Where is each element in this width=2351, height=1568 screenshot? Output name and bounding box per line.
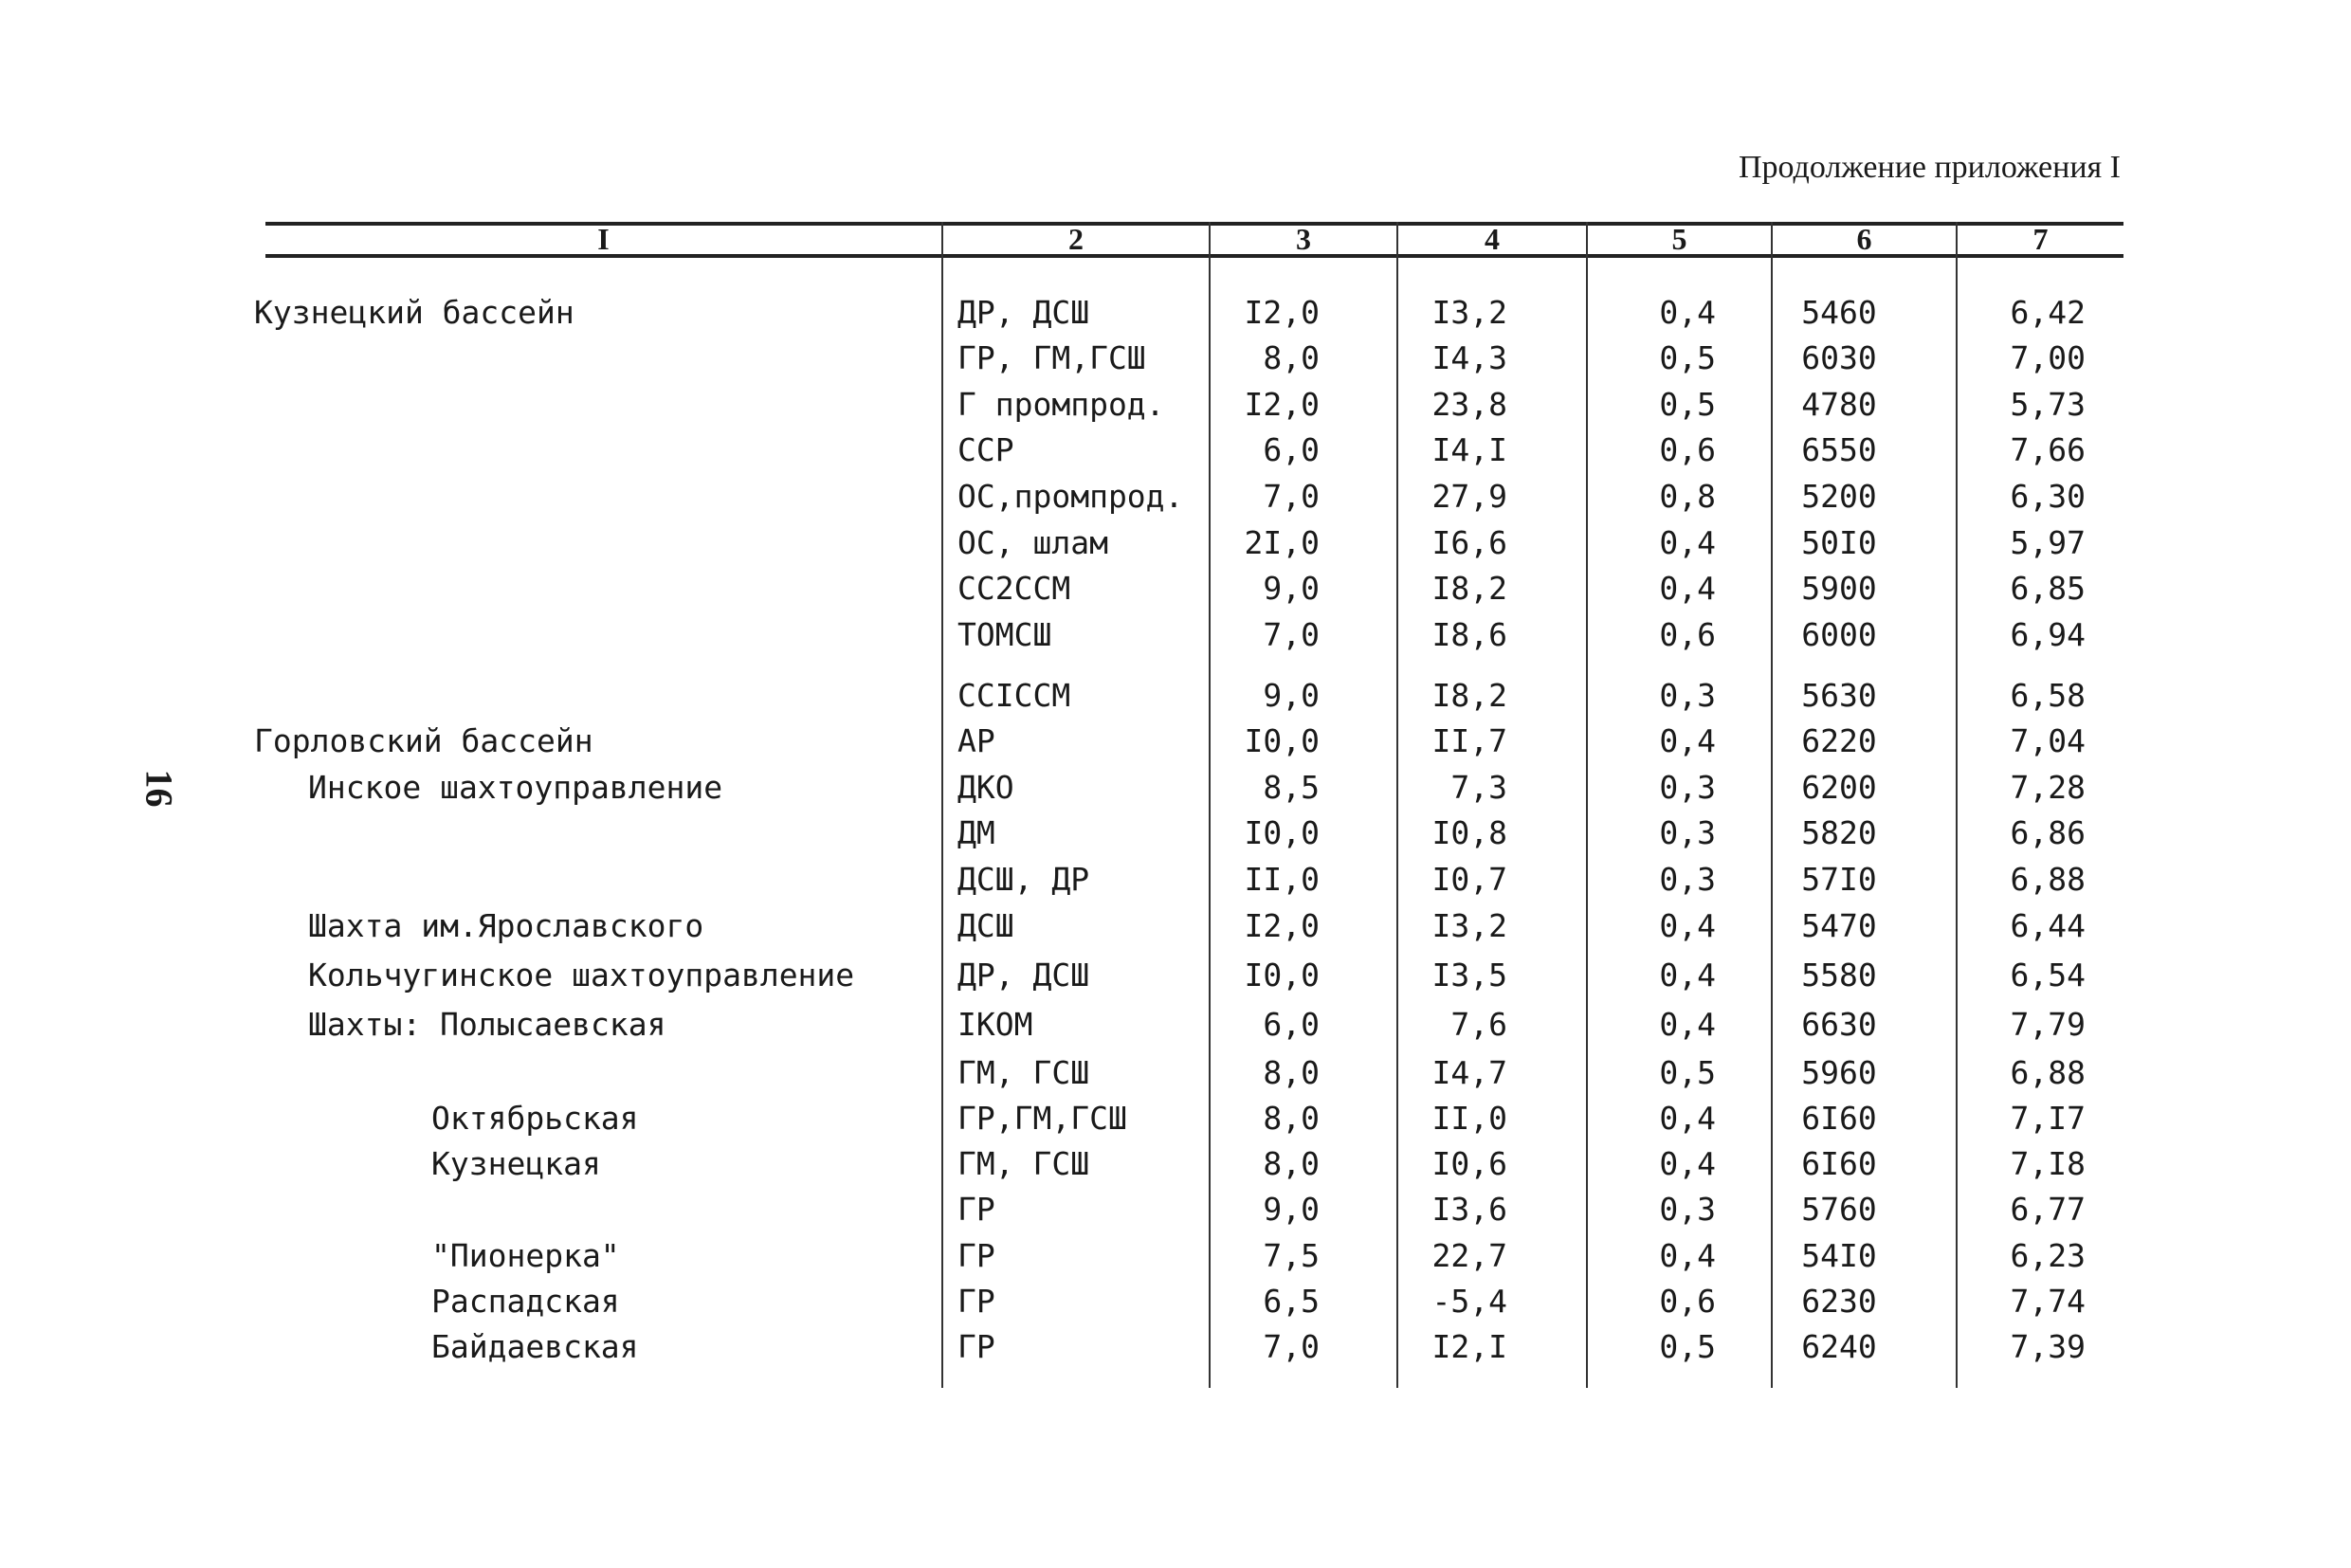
table-row [0,1324,2351,1370]
table-row [0,428,2351,473]
cell-grade: ОС,промпрод. [957,478,1184,515]
table-row [0,1141,2351,1187]
cell-col6: 54I0 [1801,1237,1877,1274]
cell-col3: 8,0 [1263,1100,1320,1137]
cell-col5: 0,4 [1659,1237,1716,1274]
cell-grade: ТОМСШ [957,616,1052,653]
cell-col7: 7,00 [2010,339,2086,376]
column-number-5: 5 [1671,222,1687,256]
cell-name: Инское шахтоуправление [308,769,723,806]
cell-col4: I0,7 [1431,861,1507,898]
cell-col5: 0,3 [1659,861,1716,898]
cell-col5: 0,3 [1659,814,1716,851]
cell-col3: I0,0 [1244,957,1320,994]
cell-grade: ССIССМ [957,677,1071,714]
table-row [0,566,2351,611]
cell-name: Кузнецкая [431,1145,601,1182]
continuation-heading: Продолжение приложения I [1738,150,2121,185]
cell-col7: 6,58 [2010,677,2086,714]
table-row [0,1002,2351,1048]
cell-col6: 6030 [1801,339,1877,376]
cell-col7: 6,54 [2010,957,2086,994]
cell-col7: 6,30 [2010,478,2086,515]
cell-col5: 0,4 [1659,907,1716,944]
cell-col5: 0,4 [1659,957,1716,994]
cell-col3: 7,0 [1263,478,1320,515]
cell-grade: ДКО [957,769,1014,806]
cell-col4: 23,8 [1431,386,1507,423]
cell-col7: 7,I7 [2010,1100,2086,1137]
cell-grade: ГР, ГМ,ГСШ [957,339,1146,376]
cell-col5: 0,4 [1659,524,1716,561]
table-row [0,612,2351,658]
cell-col7: 5,73 [2010,386,2086,423]
cell-col4: I0,8 [1431,814,1507,851]
cell-col4: I3,2 [1431,907,1507,944]
cell-name: Октябрьская [431,1100,639,1137]
cell-col5: 0,4 [1659,1100,1716,1137]
table-row [0,857,2351,903]
cell-col6: 6I60 [1801,1145,1877,1182]
cell-col7: 7,74 [2010,1283,2086,1320]
cell-col3: I0,0 [1244,814,1320,851]
cell-col3: 9,0 [1263,1191,1320,1228]
cell-col3: 9,0 [1263,570,1320,607]
cell-col6: 57I0 [1801,861,1877,898]
cell-col7: 7,28 [2010,769,2086,806]
cell-grade: ГР [957,1328,995,1365]
cell-grade: АР [957,722,995,759]
cell-col7: 6,88 [2010,861,2086,898]
cell-col5: 0,3 [1659,1191,1716,1228]
cell-col4: I4,I [1431,431,1507,468]
cell-grade: ГР,ГМ,ГСШ [957,1100,1127,1137]
table-row [0,811,2351,856]
cell-col6: 5900 [1801,570,1877,607]
table-row [0,1187,2351,1232]
cell-col5: 0,8 [1659,478,1716,515]
cell-grade: ДСШ, ДР [957,861,1090,898]
table-row [0,719,2351,764]
cell-col7: 6,86 [2010,814,2086,851]
cell-col4: 27,9 [1431,478,1507,515]
cell-col5: 0,5 [1659,339,1716,376]
column-number-6: 6 [1856,222,1872,256]
cell-col4: I3,2 [1431,294,1507,331]
cell-grade: ГМ, ГСШ [957,1054,1090,1091]
cell-col6: 5630 [1801,677,1877,714]
cell-col5: 0,6 [1659,616,1716,653]
cell-col5: 0,4 [1659,722,1716,759]
cell-grade: ГР [957,1237,995,1274]
table-row [0,1096,2351,1141]
page-number: 16 [137,769,181,808]
table-row [0,474,2351,520]
cell-name: Шахта им.Ярославского [308,907,704,944]
column-number-3: 3 [1296,222,1311,256]
cell-col4: II,0 [1431,1100,1507,1137]
cell-col4: -5,4 [1431,1283,1507,1320]
cell-col3: I2,0 [1244,386,1320,423]
cell-col7: 7,39 [2010,1328,2086,1365]
cell-col6: 5760 [1801,1191,1877,1228]
cell-col4: 22,7 [1431,1237,1507,1274]
cell-col5: 0,5 [1659,1054,1716,1091]
cell-col6: 5580 [1801,957,1877,994]
cell-col4: II,7 [1431,722,1507,759]
cell-col3: 6,0 [1263,431,1320,468]
cell-col4: I8,2 [1431,570,1507,607]
cell-grade: ССР [957,431,1014,468]
table-row [0,765,2351,811]
table-row [0,903,2351,949]
cell-col5: 0,4 [1659,294,1716,331]
cell-col6: 6240 [1801,1328,1877,1365]
cell-grade: ДМ [957,814,995,851]
cell-col6: 6630 [1801,1006,1877,1043]
cell-col6: 6000 [1801,616,1877,653]
cell-grade: ГР [957,1191,995,1228]
column-number-4: 4 [1485,222,1500,256]
cell-name: Шахты: Полысаевская [308,1006,666,1043]
cell-name: Кузнецкий бассейн [254,294,574,331]
cell-col7: 6,77 [2010,1191,2086,1228]
cell-col5: 0,4 [1659,570,1716,607]
table-row [0,336,2351,381]
cell-col5: 0,6 [1659,1283,1716,1320]
column-number-1: I [597,222,610,256]
cell-col5: 0,4 [1659,1006,1716,1043]
cell-name: Горловский бассейн [254,722,593,759]
cell-col3: 8,0 [1263,1145,1320,1182]
cell-col7: 7,04 [2010,722,2086,759]
cell-col7: 5,97 [2010,524,2086,561]
cell-col4: I3,5 [1431,957,1507,994]
cell-col5: 0,4 [1659,1145,1716,1182]
cell-col7: 6,85 [2010,570,2086,607]
cell-col6: 5820 [1801,814,1877,851]
cell-col4: I4,7 [1431,1054,1507,1091]
cell-col4: I4,3 [1431,339,1507,376]
cell-col7: 6,42 [2010,294,2086,331]
cell-grade: ОС, шлам [957,524,1108,561]
cell-col5: 0,5 [1659,1328,1716,1365]
cell-col6: 6230 [1801,1283,1877,1320]
cell-col3: 6,0 [1263,1006,1320,1043]
cell-col3: 8,0 [1263,339,1320,376]
table-row [0,1050,2351,1096]
cell-col4: I3,6 [1431,1191,1507,1228]
cell-col6: 6200 [1801,769,1877,806]
cell-col3: 6,5 [1263,1283,1320,1320]
cell-col5: 0,5 [1659,386,1716,423]
table-row [0,953,2351,998]
cell-col6: 6550 [1801,431,1877,468]
cell-col6: 5200 [1801,478,1877,515]
cell-grade: ГМ, ГСШ [957,1145,1090,1182]
cell-col7: 6,88 [2010,1054,2086,1091]
cell-col4: I8,2 [1431,677,1507,714]
cell-grade: Г промпрод. [957,386,1165,423]
cell-col5: 0,3 [1659,769,1716,806]
table-row [0,382,2351,428]
cell-name: "Пионерка" [431,1237,620,1274]
cell-col5: 0,3 [1659,677,1716,714]
table-row [0,1233,2351,1279]
column-number-7: 7 [2032,222,2049,256]
cell-col6: 6220 [1801,722,1877,759]
cell-col7: 7,79 [2010,1006,2086,1043]
cell-col4: I2,I [1431,1328,1507,1365]
table-row [0,290,2351,336]
column-number-2: 2 [1068,222,1084,256]
table-row [0,1279,2351,1324]
cell-col6: 5960 [1801,1054,1877,1091]
cell-grade: IКОМ [957,1006,1033,1043]
cell-col4: I8,6 [1431,616,1507,653]
cell-col5: 0,6 [1659,431,1716,468]
cell-col6: 50I0 [1801,524,1877,561]
cell-name: Байдаевская [431,1328,639,1365]
cell-col7: 7,66 [2010,431,2086,468]
cell-col3: 9,0 [1263,677,1320,714]
cell-grade: СС2ССМ [957,570,1071,607]
cell-col4: 7,6 [1450,1006,1507,1043]
cell-col6: 4780 [1801,386,1877,423]
cell-col3: 2I,0 [1244,524,1320,561]
cell-col7: 6,44 [2010,907,2086,944]
cell-col7: 6,94 [2010,616,2086,653]
cell-col4: 7,3 [1450,769,1507,806]
cell-col3: 7,0 [1263,1328,1320,1365]
cell-col3: 8,0 [1263,1054,1320,1091]
cell-col4: I0,6 [1431,1145,1507,1182]
cell-col6: 5470 [1801,907,1877,944]
cell-col3: 7,5 [1263,1237,1320,1274]
cell-col6: 5460 [1801,294,1877,331]
cell-col3: I2,0 [1244,907,1320,944]
cell-col3: I0,0 [1244,722,1320,759]
cell-grade: ДР, ДСШ [957,957,1090,994]
cell-grade: ДР, ДСШ [957,294,1090,331]
cell-col3: 8,5 [1263,769,1320,806]
cell-col6: 6I60 [1801,1100,1877,1137]
cell-name: Распадская [431,1283,620,1320]
table-row [0,520,2351,566]
cell-grade: ГР [957,1283,995,1320]
table-row [0,673,2351,719]
cell-col4: I6,6 [1431,524,1507,561]
cell-col7: 7,I8 [2010,1145,2086,1182]
cell-grade: ДСШ [957,907,1014,944]
cell-col3: II,0 [1244,861,1320,898]
cell-col3: I2,0 [1244,294,1320,331]
cell-name: Кольчугинское шахтоуправление [308,957,855,994]
cell-col7: 6,23 [2010,1237,2086,1274]
cell-col3: 7,0 [1263,616,1320,653]
